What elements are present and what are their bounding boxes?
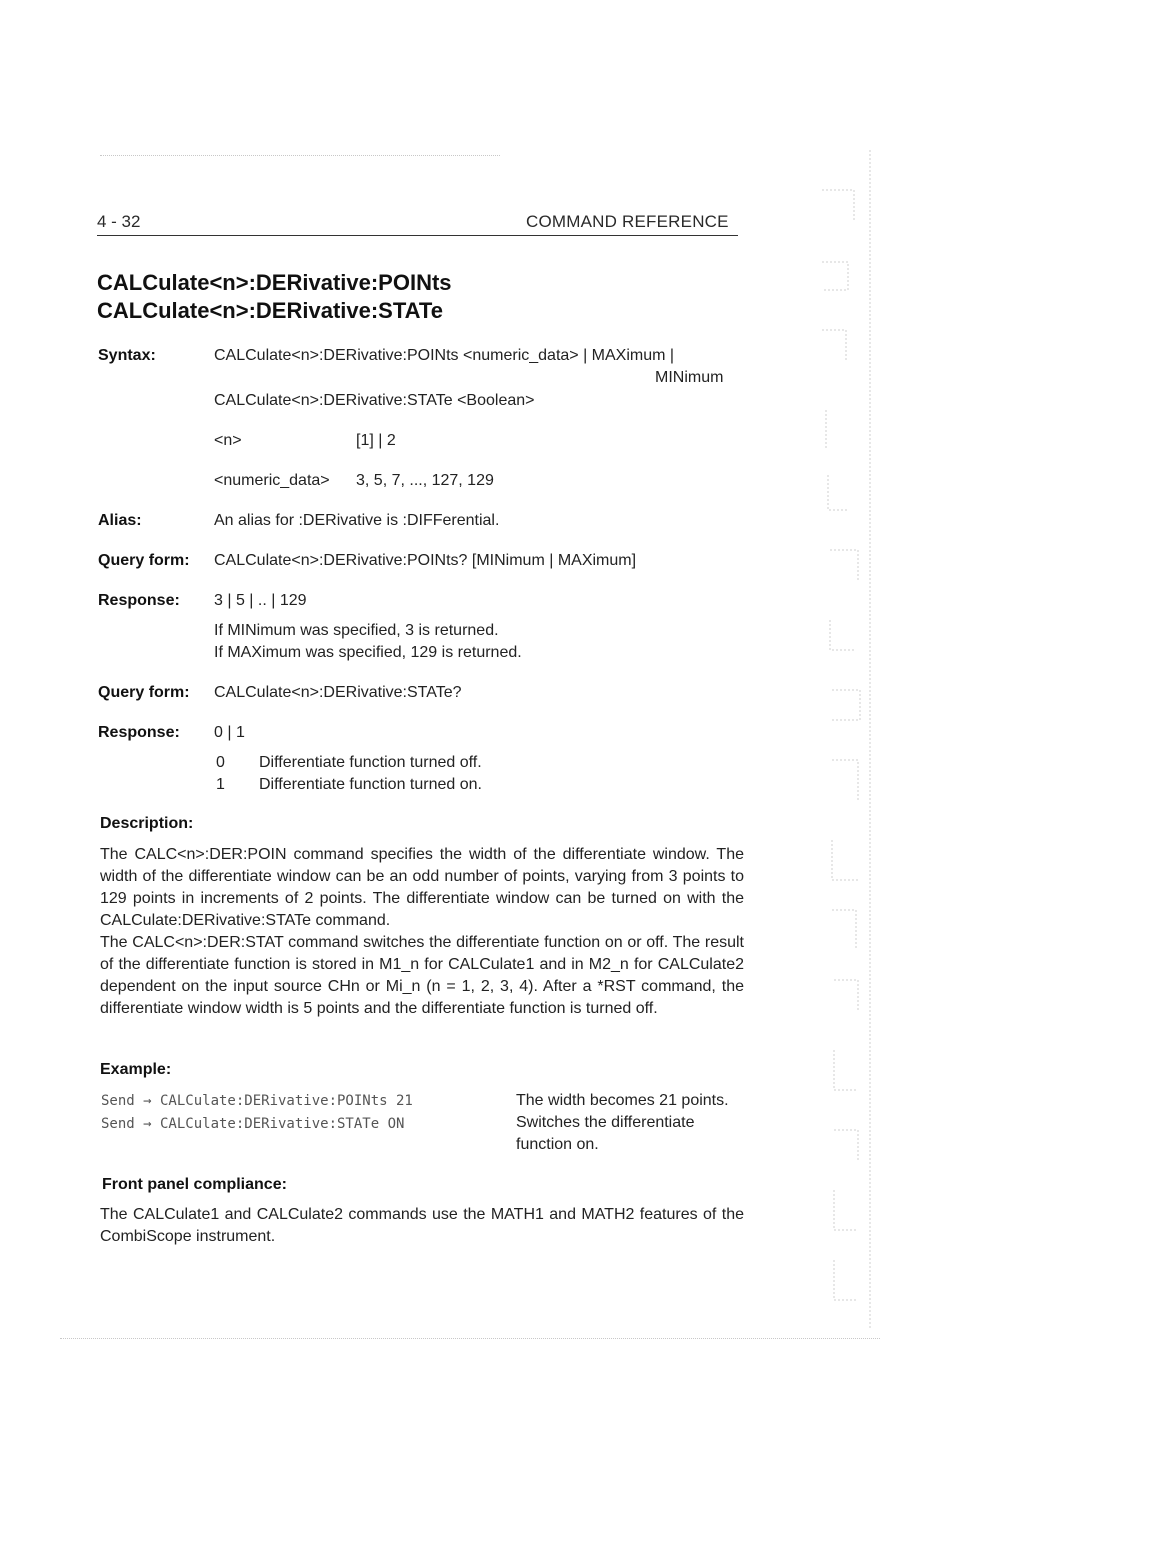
command-title-state: CALCulate<n>:DERivative:STATe xyxy=(97,298,443,323)
example-comment-1: The width becomes 21 points. xyxy=(516,1092,729,1109)
syntax-label: Syntax: xyxy=(98,347,156,364)
scan-artifact-bottom xyxy=(60,1338,880,1339)
param-numeric-name: <numeric_data> xyxy=(214,472,330,489)
header-rule xyxy=(97,235,738,236)
syntax-line-2: CALCulate<n>:DERivative:STATe <Boolean> xyxy=(214,392,535,409)
response-code-0: 0 xyxy=(216,754,225,771)
alias-text: An alias for :DERivative is :DIFFerential. xyxy=(214,512,500,529)
response-code-1: 1 xyxy=(216,776,225,793)
page-number: 4 - 32 xyxy=(97,212,141,231)
response-text-1: Differentiate function turned on. xyxy=(259,776,482,793)
response-label-1: Response: xyxy=(98,592,180,609)
param-n-value: [1] | 2 xyxy=(356,432,396,449)
response-value-1: 3 | 5 | .. | 129 xyxy=(214,592,307,609)
response-value-2: 0 | 1 xyxy=(214,724,245,741)
query-form-text-2: CALCulate<n>:DERivative:STATe? xyxy=(214,684,462,701)
query-form-label-2: Query form: xyxy=(98,684,190,701)
description-label: Description: xyxy=(100,815,194,832)
example-code-2: Send → CALCulate:DERivative:STATe ON xyxy=(101,1116,405,1132)
query-form-text-1: CALCulate<n>:DERivative:POINts? [MINimum | MAXimum] xyxy=(214,552,637,569)
example-comment-2-continued: function on. xyxy=(516,1136,599,1153)
description-paragraph-1: The CALC<n>:DER:POIN command specifies the width of the differentiate window. The width of the differentiate window can be an odd number of points, varying from 3 points to 129 points in increments of 2 points. The differentiate window can be turned on with the CALCulate:DERivative:STATe command. xyxy=(100,846,744,929)
example-comment-2: Switches the differentiate xyxy=(516,1114,695,1131)
thumb-index-marks xyxy=(818,150,888,1340)
scan-artifact-top xyxy=(100,155,500,156)
description-body xyxy=(100,844,744,1020)
syntax-line-1: CALCulate<n>:DERivative:POINts <numeric_data> | MAXimum | xyxy=(214,347,675,364)
response-text-0: Differentiate function turned off. xyxy=(259,754,482,771)
example-code-1: Send → CALCulate:DERivative:POINts 21 xyxy=(101,1093,413,1109)
front-panel-text: The CALCulate1 and CALCulate2 commands use the MATH1 and MATH2 features of the CombiScope instrument. xyxy=(100,1206,744,1245)
param-numeric-value: 3, 5, 7, ..., 127, 129 xyxy=(356,472,494,489)
response-note-min: If MINimum was specified, 3 is returned. xyxy=(214,622,499,639)
command-title-points: CALCulate<n>:DERivative:POINts xyxy=(97,270,452,295)
syntax-line-1-continued: MINimum xyxy=(655,369,724,386)
running-header: COMMAND REFERENCE xyxy=(526,212,729,231)
example-label: Example: xyxy=(100,1061,172,1078)
alias-label: Alias: xyxy=(98,512,142,529)
query-form-label-1: Query form: xyxy=(98,552,190,569)
response-label-2: Response: xyxy=(98,724,180,741)
description-paragraph-2: The CALC<n>:DER:STAT command switches the differentiate function on or off. The result of the differentiate function is stored in M1_n for CALCulate1 and in M2_n for CALCulate2 dependent on the input source CHn or Mi_n (n = 1, 2, 3, 4). After a *RST command, the differentiate window width is 5 points and the differentiate function is turned off. xyxy=(100,934,744,1017)
front-panel-label: Front panel compliance: xyxy=(102,1176,287,1193)
param-n-name: <n> xyxy=(214,432,242,449)
response-note-max: If MAXimum was specified, 129 is returned. xyxy=(214,644,522,661)
